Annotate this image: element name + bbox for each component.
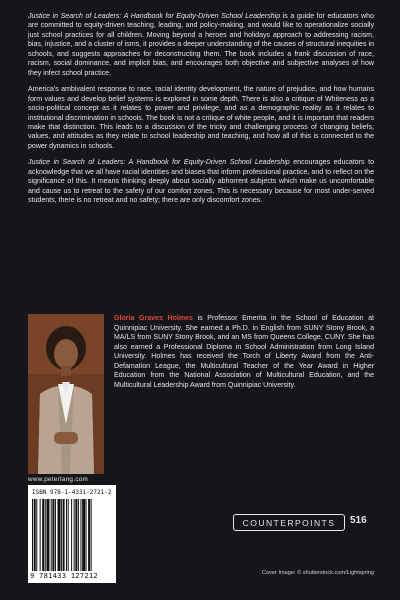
publisher-website: www.peterlang.com — [28, 476, 89, 483]
barcode-bars — [32, 499, 112, 571]
series-number: 516 — [350, 515, 367, 526]
book-title: Justice in Search of Leaders: A Handbook for Equity-Driven School Leadership — [28, 13, 281, 20]
description-paragraph-2: America's ambivalent response to race, racial identity development, the nature of prejudice, and how humans form values and develop belief systems is explored in some depth. There is also a critique of Whiteness as a socio-political concept as it relates to power and privilege, and as a demographic reality as it relates to institutional discrimination in schools. The book is not a critique of white people, and it is important that readers make that distinction. This leads to a discussion of the tricky and challenging process of changing beliefs, values, and attitudes as they relate to school leadership and teaching, and how all of this is connected to the power dynamics in schools. — [28, 86, 374, 150]
book-description — [28, 12, 374, 213]
author-photo — [28, 314, 104, 474]
author-bio — [114, 314, 374, 390]
cover-image-credit: Cover Image: © shutterstock.com/Lightspring — [261, 570, 374, 576]
isbn-barcode — [28, 485, 116, 583]
description-p1-text: is a guide for educators who are committed to equity-driven teaching, leading, and policy-making, and would like to operationalize socially just school practices for all children. Moving beyond a heroes and holidays approach to addressing racism, bias, injustice, and a cluster of isms, it provides a deeper understanding of the causes of structural inequities in schools, and suggests approaches for deconstructing them. The book includes a frank discussion of race, racism, social dominance, and implicit bias, and encourages both objective and subjective analyses of how they infect school practice. — [28, 13, 374, 77]
description-p3-text: encourages educators to acknowledge that we all have racial identities and biases that inform professional practice, and to reflect on the significance of this. It means thinking deeply about socially abhorrent subjects which make us uncomfortable and cause us to retreat to the safety of our comfort zones. This is necessary because for most under-served students, there is no retreat and no safety; there are only discomfort zones. — [28, 159, 374, 205]
author-name: Gloria Graves Holmes — [114, 315, 193, 322]
description-paragraph-3 — [28, 158, 374, 205]
barcode-digits: 9 781433 127212 — [30, 571, 98, 580]
isbn-label: ISBN 978-1-4331-2721-2 — [32, 489, 112, 496]
author-bio-text: is Professor Emerita in the School of Education at Quinnipiac University. She earned a Ph.D. in English from SUNY Stony Brook, a MA/LS from SUNY Stony Brook, and an MS from Queens College, CUNY. She has also earned a Professional Diploma in School Administration from Long Island University. Holmes has received the Torch of Liberty Award from the Anti-Defamation League, the Multicultural Teacher of the Year Award in Higher Education from the National Association of Multicultural Education, and the Multicultural Leadership Award from Quinnipiac University. — [114, 315, 374, 389]
series-logo: COUNTERPOINTS — [233, 514, 345, 531]
book-title-repeat: Justice in Search of Leaders: A Handbook for Equity-Driven School Leadership — [28, 159, 290, 167]
description-paragraph-1 — [28, 12, 374, 78]
